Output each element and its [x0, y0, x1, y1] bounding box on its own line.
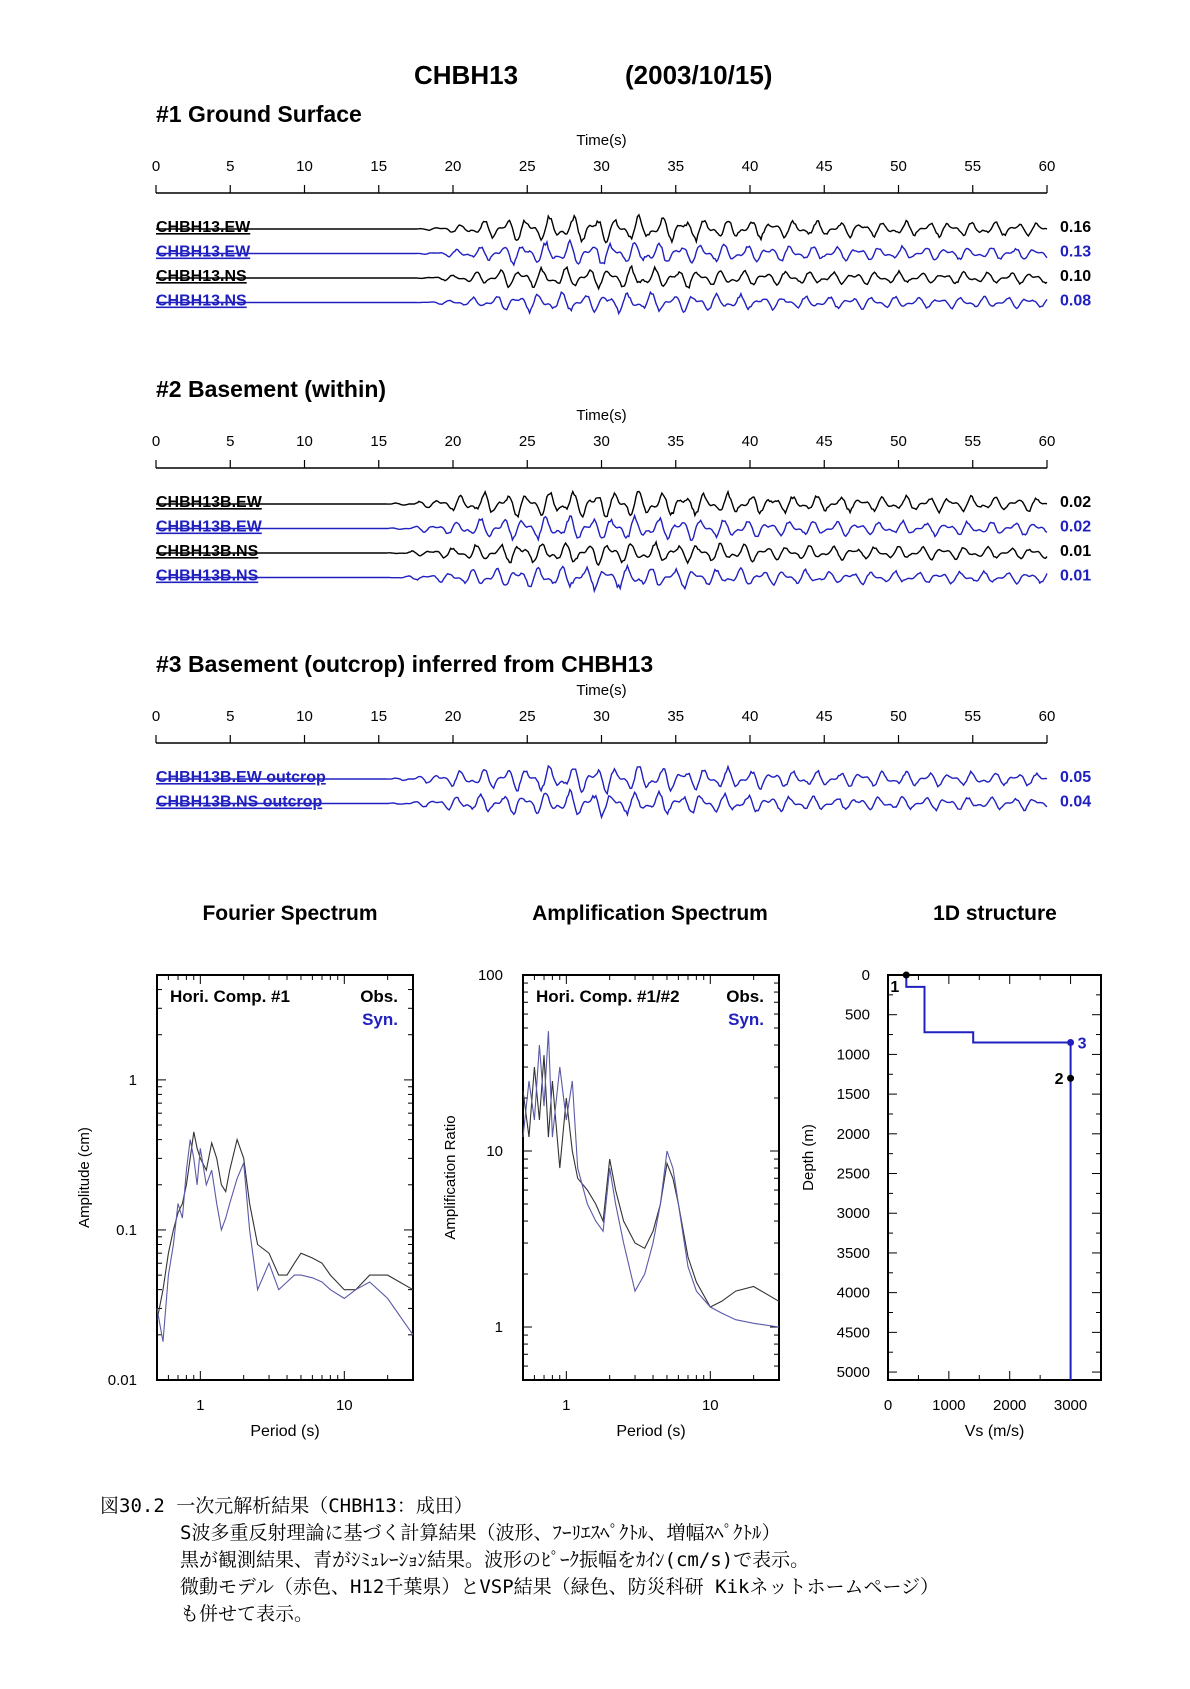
y-tick-label: 1500 [836, 1086, 870, 1104]
time-axis-tick-label: 0 [151, 433, 161, 450]
time-axis-tick-label: 20 [444, 433, 462, 450]
event-date: (2003/10/15) [625, 60, 773, 90]
x-tick-label: 1000 [932, 1397, 966, 1414]
time-axis-tick-label: 0 [151, 158, 161, 175]
waveform-trace [156, 266, 1047, 289]
time-axis-tick-label: 0 [151, 708, 161, 725]
trace-label: CHBH13B.NS [156, 567, 259, 585]
time-axis-tick-label: 60 [1038, 708, 1056, 725]
y-axis-label: Depth (m) [800, 1124, 817, 1191]
time-axis-tick-label: 55 [964, 433, 982, 450]
time-axis-tick-label: 35 [667, 433, 685, 450]
waveform-trace [156, 215, 1047, 243]
x-axis-label: Period (s) [616, 1423, 686, 1440]
time-axis-tick-label: 45 [815, 433, 833, 450]
y-tick-label: 0 [861, 967, 870, 984]
panel-title: Amplification Spectrum [532, 902, 768, 925]
x-tick-label: 1 [562, 1397, 571, 1414]
y-tick-label: 5000 [836, 1364, 870, 1382]
trace-label: CHBH13B.EW [156, 518, 262, 536]
x-tick-label: 3000 [1053, 1397, 1088, 1414]
time-axis-tick-label: 50 [890, 433, 907, 450]
time-axis-tick-label: 5 [226, 433, 235, 450]
time-axis-label: Time(s) [576, 132, 627, 149]
x-tick-label: 1 [196, 1397, 205, 1414]
trace-label: CHBH13B.EW [156, 494, 262, 511]
y-tick-label: 4500 [836, 1324, 870, 1342]
time-axis-tick-label: 25 [518, 708, 536, 725]
time-axis-tick-label: 15 [370, 158, 388, 175]
waveform-trace [156, 492, 1047, 517]
waveform-trace [156, 516, 1047, 541]
x-axis-label: Period (s) [250, 1423, 320, 1440]
time-axis-tick-label: 60 [1038, 433, 1056, 450]
time-axis-tick-label: 25 [518, 158, 536, 175]
trace-peak-value: 0.02 [1060, 518, 1092, 536]
time-axis-tick-label: 50 [890, 158, 907, 175]
x-axis-label: Vs (m/s) [964, 1423, 1025, 1440]
time-axis-tick-label: 30 [593, 708, 610, 725]
time-axis-tick-label: 5 [226, 158, 235, 175]
time-axis-tick-label: 30 [593, 433, 610, 450]
time-axis-tick-label: 30 [593, 158, 610, 175]
waveform-trace [156, 292, 1047, 313]
y-axis-label: Amplification Ratio [442, 1115, 459, 1240]
trace-peak-value: 0.10 [1060, 268, 1092, 285]
y-tick-label: 4000 [836, 1284, 870, 1302]
plot-frame [523, 975, 779, 1380]
time-axis-tick-label: 40 [741, 433, 759, 450]
trace-peak-value: 0.02 [1060, 494, 1092, 511]
time-axis-tick-label: 35 [667, 158, 685, 175]
y-tick-label: 10 [486, 1143, 503, 1161]
inset-label: Hori. Comp. #1 [170, 987, 290, 1006]
time-axis-tick-label: 20 [444, 708, 462, 725]
trace-label: CHBH13.EW [156, 219, 251, 236]
y-tick-label: 2000 [836, 1125, 870, 1143]
panel-title: #1 Ground Surface [156, 101, 362, 127]
time-axis-tick-label: 25 [518, 433, 536, 450]
time-axis-tick-label: 40 [741, 158, 759, 175]
time-axis-label: Time(s) [576, 407, 627, 424]
trace-peak-value: 0.05 [1060, 769, 1092, 786]
trace-label: CHBH13.NS [156, 268, 247, 285]
time-axis-label: Time(s) [576, 682, 627, 699]
time-axis-tick-label: 5 [226, 708, 235, 725]
time-axis-tick-label: 15 [370, 433, 388, 450]
time-axis-tick-label: 20 [444, 158, 462, 175]
y-tick-label: 1000 [836, 1046, 870, 1064]
y-axis-label: Amplitude (cm) [76, 1127, 93, 1228]
time-axis-tick-label: 45 [815, 708, 833, 725]
time-axis-tick-label: 45 [815, 158, 833, 175]
y-tick-label: 100 [477, 967, 503, 984]
caption-line-4: 微動モデル（赤色、H12千葉県）とVSP結果（緑色、防災科研 Kikネットホームページ） [180, 1576, 940, 1598]
structure-marker [903, 972, 910, 979]
spectrum-series-line [523, 1031, 779, 1327]
time-axis-tick-label: 10 [296, 708, 313, 725]
vs-profile-line [906, 975, 1070, 1380]
trace-peak-value: 0.04 [1060, 793, 1092, 811]
time-axis-tick-label: 15 [370, 708, 388, 725]
y-tick-label: 0.01 [107, 1372, 137, 1389]
panel-title: Fourier Spectrum [202, 902, 378, 925]
waveform-trace [156, 566, 1047, 591]
time-axis-tick-label: 60 [1038, 158, 1056, 175]
legend-obs: Obs. [726, 987, 764, 1006]
trace-label: CHBH13.NS [156, 292, 247, 310]
legend-obs: Obs. [360, 987, 398, 1006]
caption-line-1: 図30.2 一次元解析結果（CHBH13：成田） [100, 1495, 473, 1517]
plot-frame [157, 975, 413, 1380]
time-axis-tick-label: 55 [964, 158, 982, 175]
x-tick-label: 0 [883, 1397, 893, 1414]
y-tick-label: 3500 [836, 1244, 870, 1262]
caption-line-2: S波多重反射理論に基づく計算結果（波形、ﾌｰﾘｴｽﾍﾟｸﾄﾙ、増幅ｽﾍﾟｸﾄﾙ） [180, 1522, 781, 1544]
trace-peak-value: 0.08 [1060, 292, 1092, 310]
spectrum-series-line [157, 1140, 413, 1342]
structure-marker-label: 2 [1054, 1071, 1064, 1089]
x-tick-label: 10 [701, 1397, 719, 1414]
trace-peak-value: 0.01 [1060, 543, 1092, 560]
structure-marker-label: 1 [890, 979, 900, 996]
time-axis-tick-label: 40 [741, 708, 759, 725]
legend-syn: Syn. [362, 1010, 398, 1029]
legend-syn: Syn. [728, 1010, 764, 1029]
spectrum-series-line [157, 1132, 413, 1320]
time-axis-tick-label: 35 [667, 708, 685, 725]
waveform-trace [156, 542, 1047, 565]
trace-label: CHBH13B.EW outcrop [156, 769, 326, 786]
spectrum-series-line [523, 1055, 779, 1307]
caption-line-3: 黒が観測結果、青がｼﾐｭﾚｰｼｮﾝ結果。波形のﾋﾟｰｸ振幅をｶｲﾝ(cm/s)で表示。 [180, 1549, 810, 1571]
y-tick-label: 1 [494, 1319, 503, 1337]
trace-peak-value: 0.16 [1060, 219, 1092, 236]
trace-label: CHBH13B.NS outcrop [156, 793, 323, 811]
y-tick-label: 1 [128, 1071, 137, 1089]
structure-marker [1067, 1075, 1074, 1082]
plot-frame [888, 975, 1101, 1380]
y-tick-label: 2500 [836, 1165, 870, 1183]
time-axis-tick-label: 50 [890, 708, 907, 725]
panel-title: #2 Basement (within) [156, 376, 387, 402]
time-axis-tick-label: 10 [296, 158, 313, 175]
panel-title: 1D structure [933, 902, 1057, 925]
trace-label: CHBH13.EW [156, 243, 251, 261]
station-title: CHBH13 [414, 60, 519, 90]
y-tick-label: 3000 [836, 1205, 870, 1223]
trace-peak-value: 0.01 [1060, 567, 1092, 585]
caption-line-5: も併せて表示。 [180, 1603, 314, 1625]
panel-title: #3 Basement (outcrop) inferred from CHBH13 [156, 651, 654, 677]
x-tick-label: 2000 [993, 1397, 1027, 1414]
time-axis-tick-label: 55 [964, 708, 982, 725]
trace-label: CHBH13B.NS [156, 543, 259, 560]
waveform-trace [156, 240, 1047, 265]
trace-peak-value: 0.13 [1060, 243, 1092, 261]
structure-marker [1067, 1039, 1074, 1046]
x-tick-label: 10 [335, 1397, 353, 1414]
figure-caption [100, 1493, 939, 1628]
structure-marker-label: 3 [1077, 1035, 1087, 1053]
y-tick-label: 500 [844, 1006, 870, 1024]
y-tick-label: 0.1 [116, 1221, 137, 1239]
time-axis-tick-label: 10 [296, 433, 313, 450]
inset-label: Hori. Comp. #1/#2 [536, 987, 680, 1006]
